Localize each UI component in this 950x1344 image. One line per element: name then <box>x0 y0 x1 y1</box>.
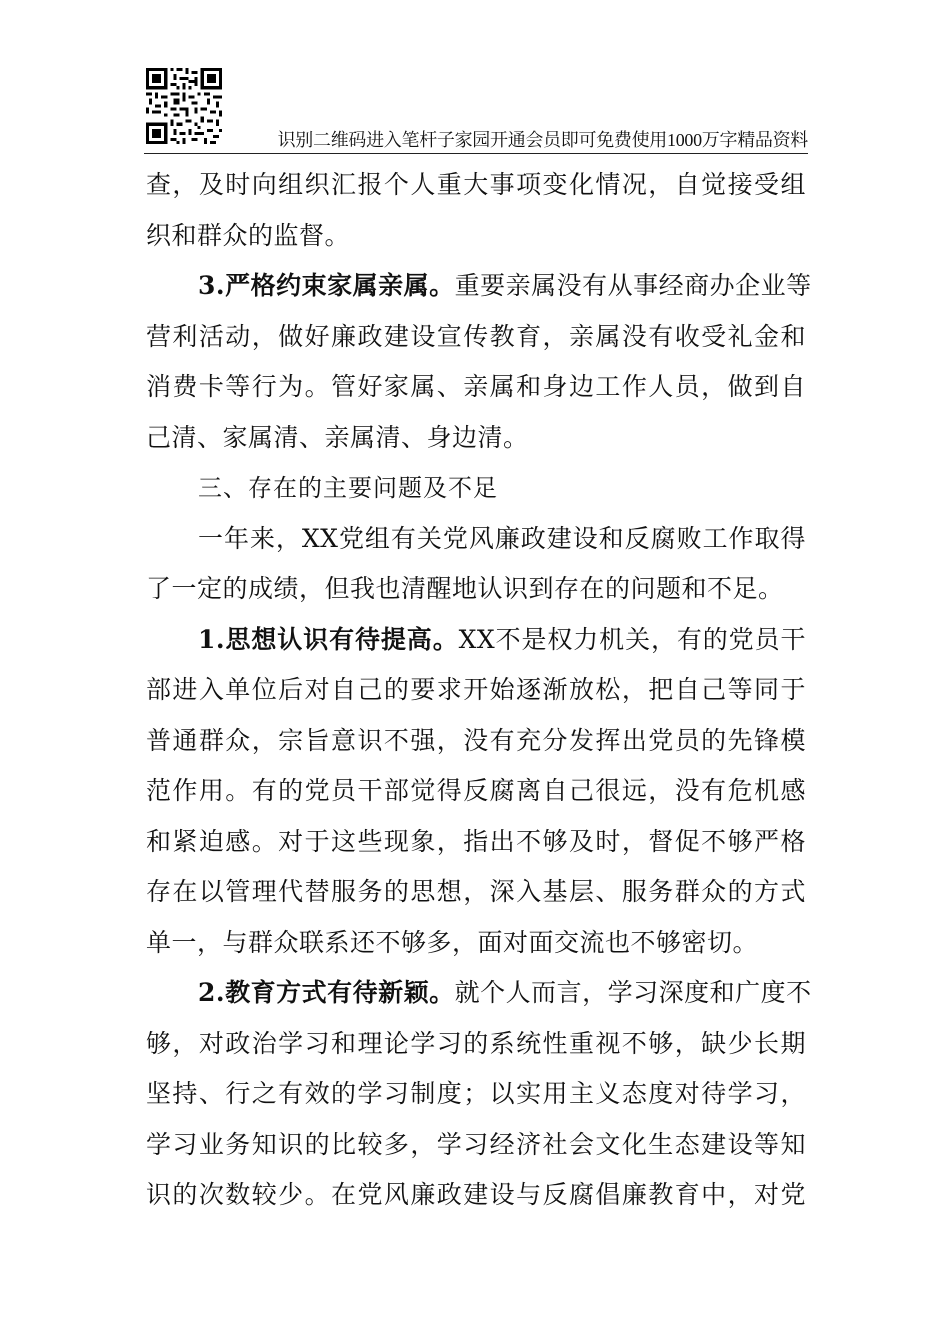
header-divider <box>144 153 808 154</box>
item-title: 3.严格约束家属亲属。 <box>198 271 455 300</box>
body-line: 普通群众，宗旨意识不强，没有充分发挥出党员的先锋模 <box>146 725 806 755</box>
body-line: 存在以管理代替服务的思想，深入基层、服务群众的方式 <box>146 877 806 906</box>
paragraph-item-2 <box>146 968 812 1019</box>
body-line: 查，及时向组织汇报个人重大事项变化情况，自觉接受组 <box>146 170 806 199</box>
section-heading: 三、存在的主要问题及不足 <box>198 474 498 502</box>
page-header <box>144 66 808 156</box>
paragraph-item-1 <box>146 615 806 666</box>
item-text: 就个人而言，学习深度和广度不 <box>454 978 812 1007</box>
body-line: 单一，与群众联系还不够多，面对面交流也不够密切。 <box>146 927 759 957</box>
item-text: 重要亲属没有从事经商办企业等 <box>454 271 812 300</box>
body-line: 识的次数较少。在党风廉政建设与反腐倡廉教育中，对党 <box>146 1180 806 1209</box>
document-body <box>146 160 812 1221</box>
item-title: 2.教育方式有待新颖。 <box>198 978 455 1007</box>
body-line: 一年来，XX党组有关党风廉政建设和反腐败工作取得 <box>198 523 806 553</box>
body-line: 够，对政治学习和理论学习的系统性重视不够，缺少长期 <box>146 1028 806 1058</box>
body-line: 织和群众的监督。 <box>146 220 351 250</box>
qr-code-icon <box>146 68 222 144</box>
body-line: 范作用。有的党员干部觉得反腐离自己很远，没有危机感 <box>146 776 806 805</box>
item-text: XX不是权力机关，有的党员干 <box>458 624 806 654</box>
header-banner-text: 识别二维码进入笔杆子家园开通会员即可免费使用1000万字精品资料 <box>277 130 808 150</box>
body-line: 和紧迫感。对于这些现象，指出不够及时，督促不够严格 <box>146 826 806 856</box>
body-line: 己清、家属清、亲属清、身边清。 <box>146 422 529 452</box>
body-line: 营利活动，做好廉政建设宣传教育，亲属没有收受礼金和 <box>146 321 806 351</box>
body-line: 学习业务知识的比较多，学习经济社会文化生态建设等知 <box>146 1129 806 1159</box>
item-title: 1.思想认识有待提高。 <box>198 624 459 654</box>
paragraph-item-3 <box>146 261 812 312</box>
body-line: 坚持、行之有效的学习制度；以实用主义态度对待学习， <box>146 1079 806 1108</box>
body-line: 部进入单位后对自己的要求开始逐渐放松，把自己等同于 <box>146 675 806 704</box>
body-line: 消费卡等行为。管好家属、亲属和身边工作人员，做到自 <box>146 372 806 401</box>
body-line: 了一定的成绩，但我也清醒地认识到存在的问题和不足。 <box>146 574 784 603</box>
